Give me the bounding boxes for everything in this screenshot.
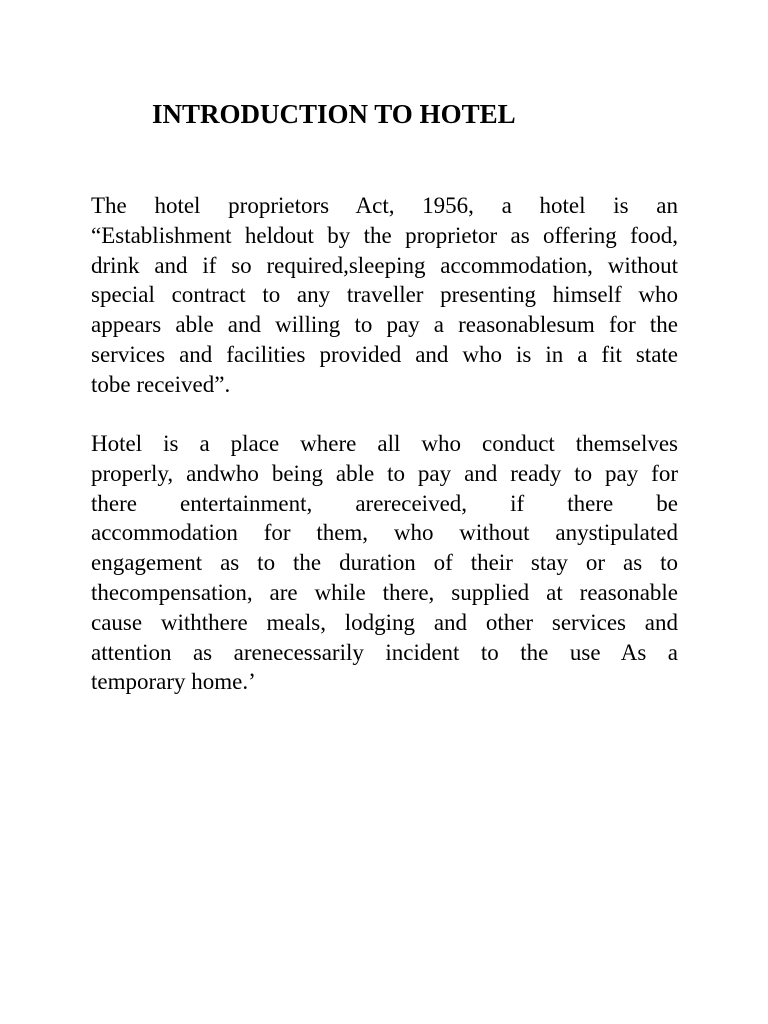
paragraph-line: tobe received”. <box>91 371 231 397</box>
paragraph-hotel-description <box>91 429 678 697</box>
paragraph-line: appears able and willing to pay a reasonablesum for the <box>91 312 678 338</box>
paragraph-line: properly, andwho being able to pay and ready to pay for <box>91 460 678 486</box>
paragraph-line: Hotel is a place where all who conduct themselves <box>91 431 678 456</box>
paragraph-line: engagement as to the duration of their stay or as to <box>91 550 678 576</box>
paragraph-line: special contract to any traveller presenting himself who <box>91 282 678 308</box>
paragraph-line: services and facilities provided and who is in a fit state <box>91 341 678 367</box>
paragraph-line: “Establishment heldout by the proprietor as offering food, <box>91 222 678 248</box>
paragraph-hotel-act-definition <box>91 191 678 400</box>
document-title: INTRODUCTION TO HOTEL <box>152 99 516 129</box>
paragraph-line: cause withthere meals, lodging and other services and <box>91 609 678 635</box>
paragraph-line: drink and if so required,sleeping accommodation, without <box>91 252 678 278</box>
paragraph-line: accommodation for them, who without anystipulated <box>91 520 678 546</box>
paragraph-line: attention as arenecessarily incident to the use As a <box>91 639 678 665</box>
paragraph-line: thecompensation, are while there, supplied at reasonable <box>91 579 678 605</box>
paragraph-line: temporary home.’ <box>91 669 256 695</box>
paragraph-line: there entertainment, arereceived, if there be <box>91 490 678 516</box>
paragraph-line: The hotel proprietors Act, 1956, a hotel is an <box>91 193 678 218</box>
